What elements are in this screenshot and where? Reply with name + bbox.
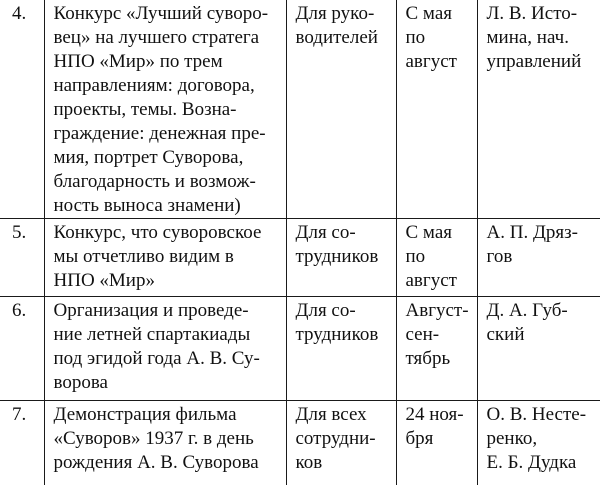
dates-cell (396, 219, 477, 297)
table-row (0, 219, 600, 297)
event-line: граждение: денежная пре- (53, 123, 266, 144)
event-cell (44, 219, 286, 297)
event-line: вец» на лучшего стратега (53, 27, 260, 48)
row-number: 4. (12, 3, 27, 24)
dates-line: тябрь (405, 348, 451, 369)
audience-line: Для со- (295, 222, 356, 243)
responsible-line: ский (486, 324, 525, 345)
audience-cell (286, 0, 396, 219)
event-line: ность выноса знамени) (53, 195, 241, 216)
event-cell (44, 0, 286, 219)
event-line: Конкурс «Лучший суворо- (53, 3, 269, 24)
dates-line: август (405, 270, 457, 291)
event-cell (44, 297, 286, 401)
dates-cell (396, 401, 477, 485)
event-line: НПО «Мир» по трем (53, 51, 223, 72)
responsible-cell (477, 297, 600, 401)
event-line: мия, портрет Суворова, (53, 147, 244, 168)
row-number-cell (0, 297, 44, 401)
responsible-line: Д. А. Губ- (486, 300, 568, 321)
row-number-cell (0, 0, 44, 219)
audience-cell (286, 401, 396, 485)
responsible-cell (477, 401, 600, 485)
dates-line: по (405, 27, 426, 48)
audience-line: Для всех (295, 404, 367, 425)
event-line: НПО «Мир» (53, 270, 155, 291)
audience-line: водителей (295, 27, 378, 48)
event-line: Демонстрация фильма (53, 404, 237, 425)
row-number: 5. (12, 222, 27, 243)
event-cell (44, 401, 286, 485)
event-line: ворова (53, 372, 108, 393)
audience-cell (286, 219, 396, 297)
responsible-line: мина, нач. (486, 27, 569, 48)
audience-line: сотрудни- (295, 428, 376, 449)
row-number-cell (0, 219, 44, 297)
dates-line: 24 ноя- (405, 404, 464, 425)
event-line: рождения А. В. Суворова (53, 452, 259, 473)
event-line: «Суворов» 1937 г. в день (53, 428, 254, 449)
event-line: под эгидой года А. В. Су- (53, 348, 260, 369)
row-number: 7. (12, 404, 27, 425)
audience-line: трудников (295, 246, 379, 267)
responsible-line: Л. В. Исто- (486, 3, 578, 24)
responsible-line: О. В. Несте- (486, 404, 587, 425)
dates-line: бря (405, 428, 434, 449)
event-line: ние летней спартакиады (53, 324, 251, 345)
event-line: проекты, темы. Возна- (53, 99, 237, 120)
event-line: направлениям: договора, (53, 75, 255, 96)
audience-line: Для со- (295, 300, 356, 321)
responsible-line: гов (486, 246, 513, 267)
responsible-cell (477, 219, 600, 297)
event-line: Организация и проведе- (53, 300, 249, 321)
dates-cell (396, 0, 477, 219)
dates-line: С мая (405, 222, 452, 243)
responsible-line: управлений (486, 51, 582, 72)
responsible-line: А. П. Дряз- (486, 222, 578, 243)
audience-cell (286, 297, 396, 401)
responsible-line: ренко, (486, 428, 538, 449)
table-row (0, 297, 600, 401)
event-line: мы отчетливо видим в (53, 246, 234, 267)
audience-line: ков (295, 452, 323, 473)
dates-line: С мая (405, 3, 452, 24)
table-row (0, 0, 600, 219)
dates-line: Август- (405, 300, 469, 321)
row-number: 6. (12, 300, 27, 321)
dates-line: сен- (405, 324, 440, 345)
dates-cell (396, 297, 477, 401)
responsible-line: Е. Б. Дудка (486, 452, 577, 473)
event-line: благодарность и возмож- (53, 171, 256, 192)
row-number-cell (0, 401, 44, 485)
responsible-cell (477, 0, 600, 219)
dates-line: по (405, 246, 426, 267)
table-row (0, 401, 600, 485)
event-line: Конкурс, что суворовское (53, 222, 262, 243)
dates-line: август (405, 51, 457, 72)
audience-line: Для руко- (295, 3, 375, 24)
audience-line: трудников (295, 324, 379, 345)
